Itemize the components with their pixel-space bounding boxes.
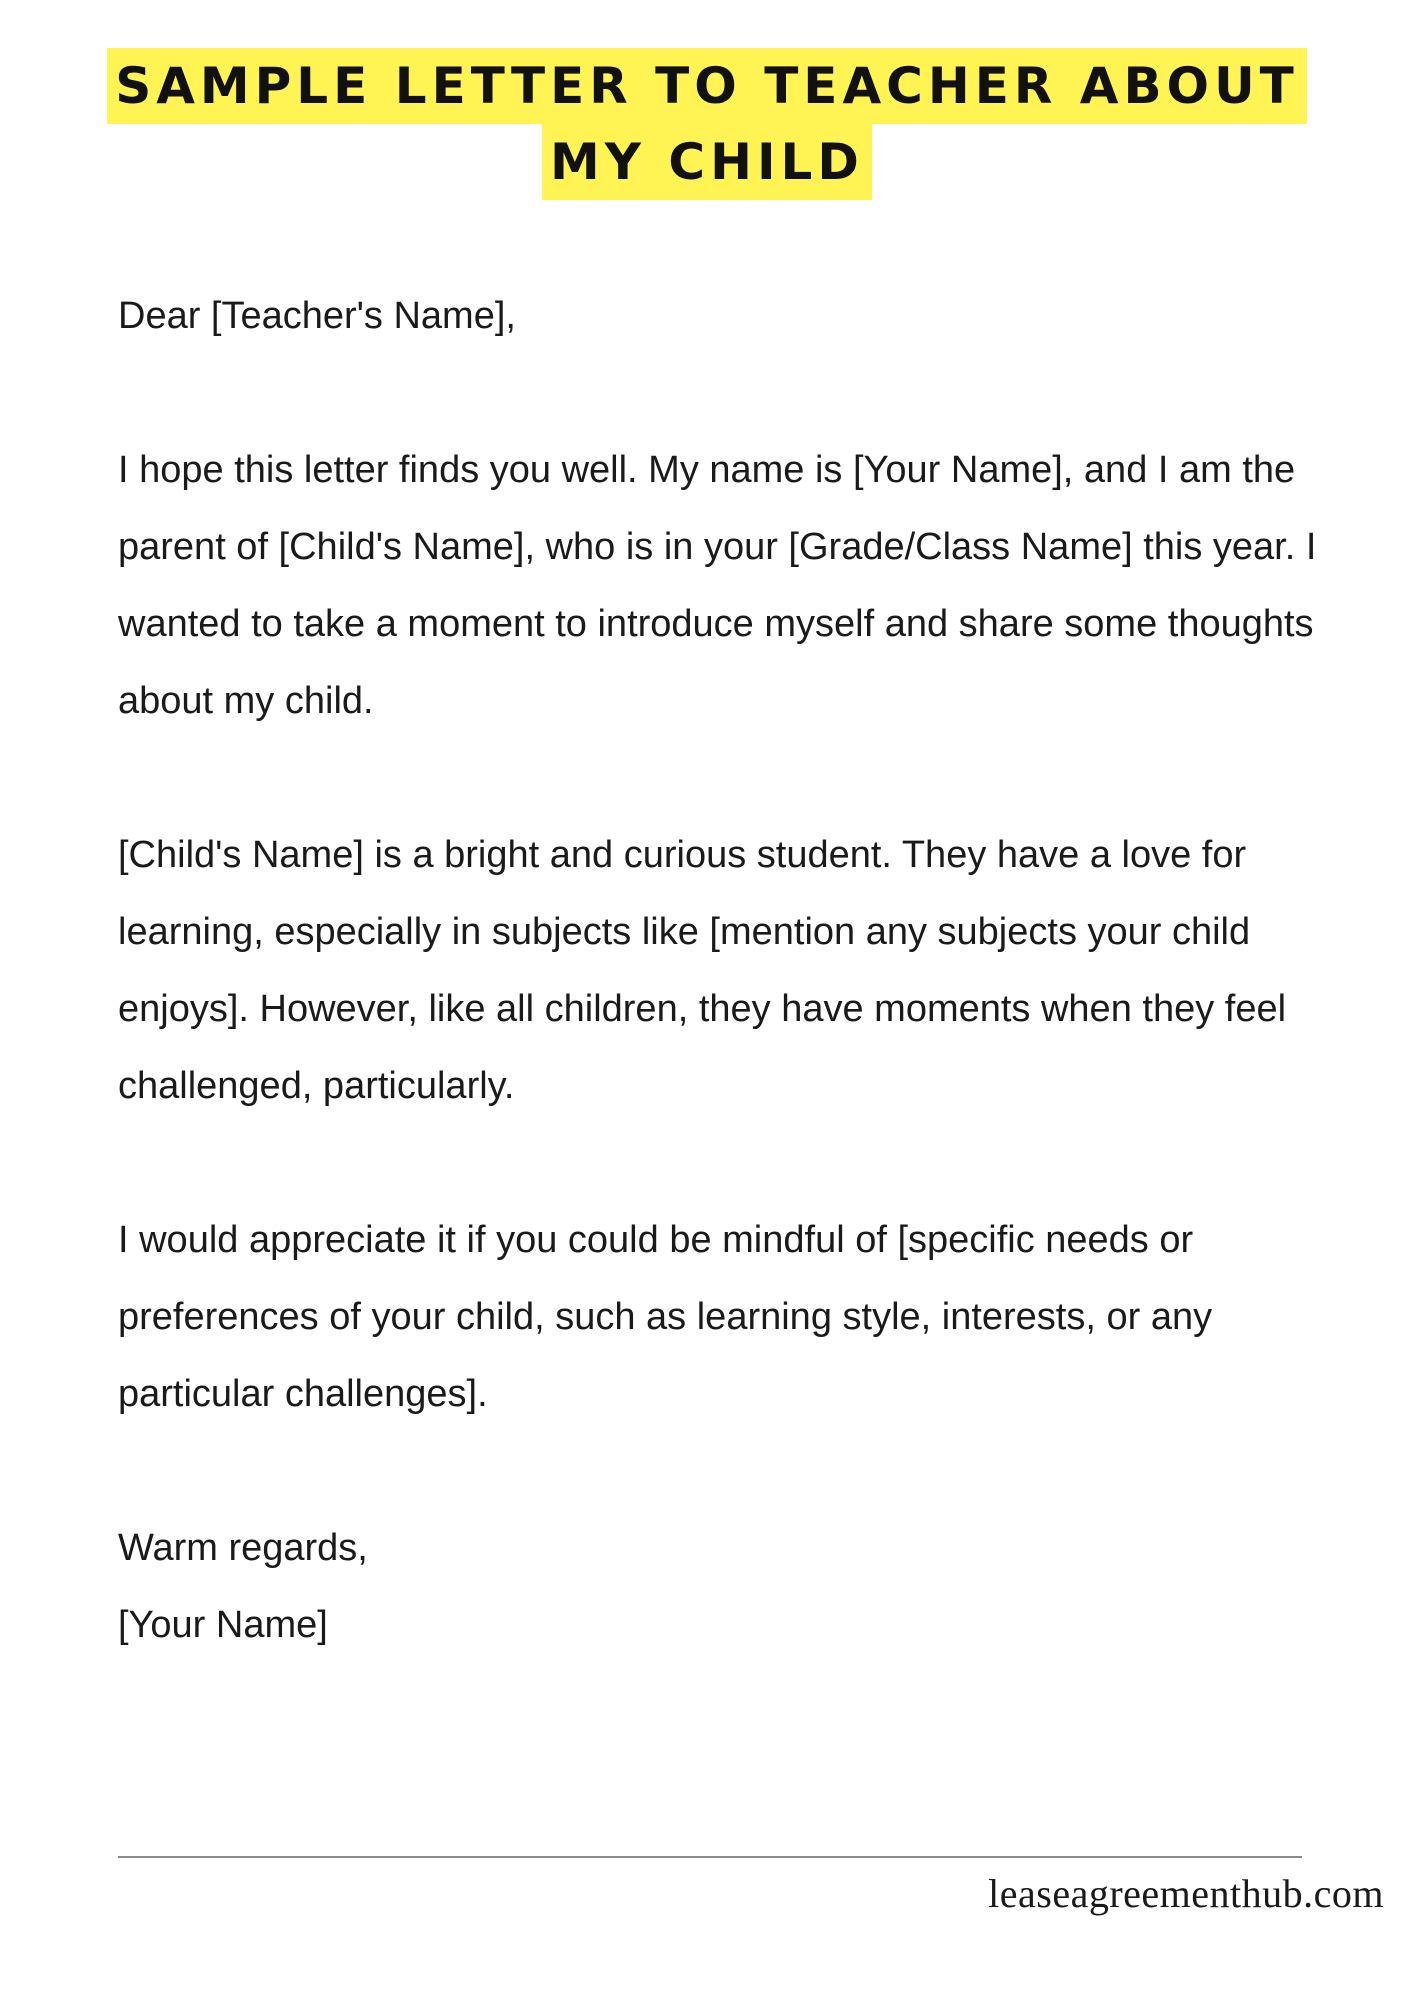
footer-divider	[118, 1856, 1302, 1858]
document-title	[0, 48, 1414, 200]
title-line-2: MY CHILD	[542, 124, 872, 200]
closing: Warm regards,	[118, 1527, 368, 1569]
paragraph-request: I would appreciate it if you could be mindful of [specific needs or preferences of your child, such as learning style, interests, or any particular challenges].	[118, 1219, 1213, 1415]
letter-body	[118, 278, 1358, 1664]
paragraph-intro: I hope this letter finds you well. My name is [Your Name], and I am the parent of [Child's Name], who is in your [Grade/Class Name] this year. I wanted to take a moment to introduce myself and share some thoughts about my child.	[118, 449, 1317, 722]
title-line-1: SAMPLE LETTER TO TEACHER ABOUT	[107, 48, 1307, 124]
paragraph-child-description: [Child's Name] is a bright and curious student. They have a love for learning, especially in subjects like [mention any subjects your child enjoys]. However, like all children, they have moments when they feel challenged, particularly.	[118, 834, 1287, 1107]
footer-website: leaseagreementhub.com	[988, 1871, 1384, 1916]
salutation: Dear [Teacher's Name],	[118, 295, 516, 337]
signature: [Your Name]	[118, 1604, 328, 1646]
